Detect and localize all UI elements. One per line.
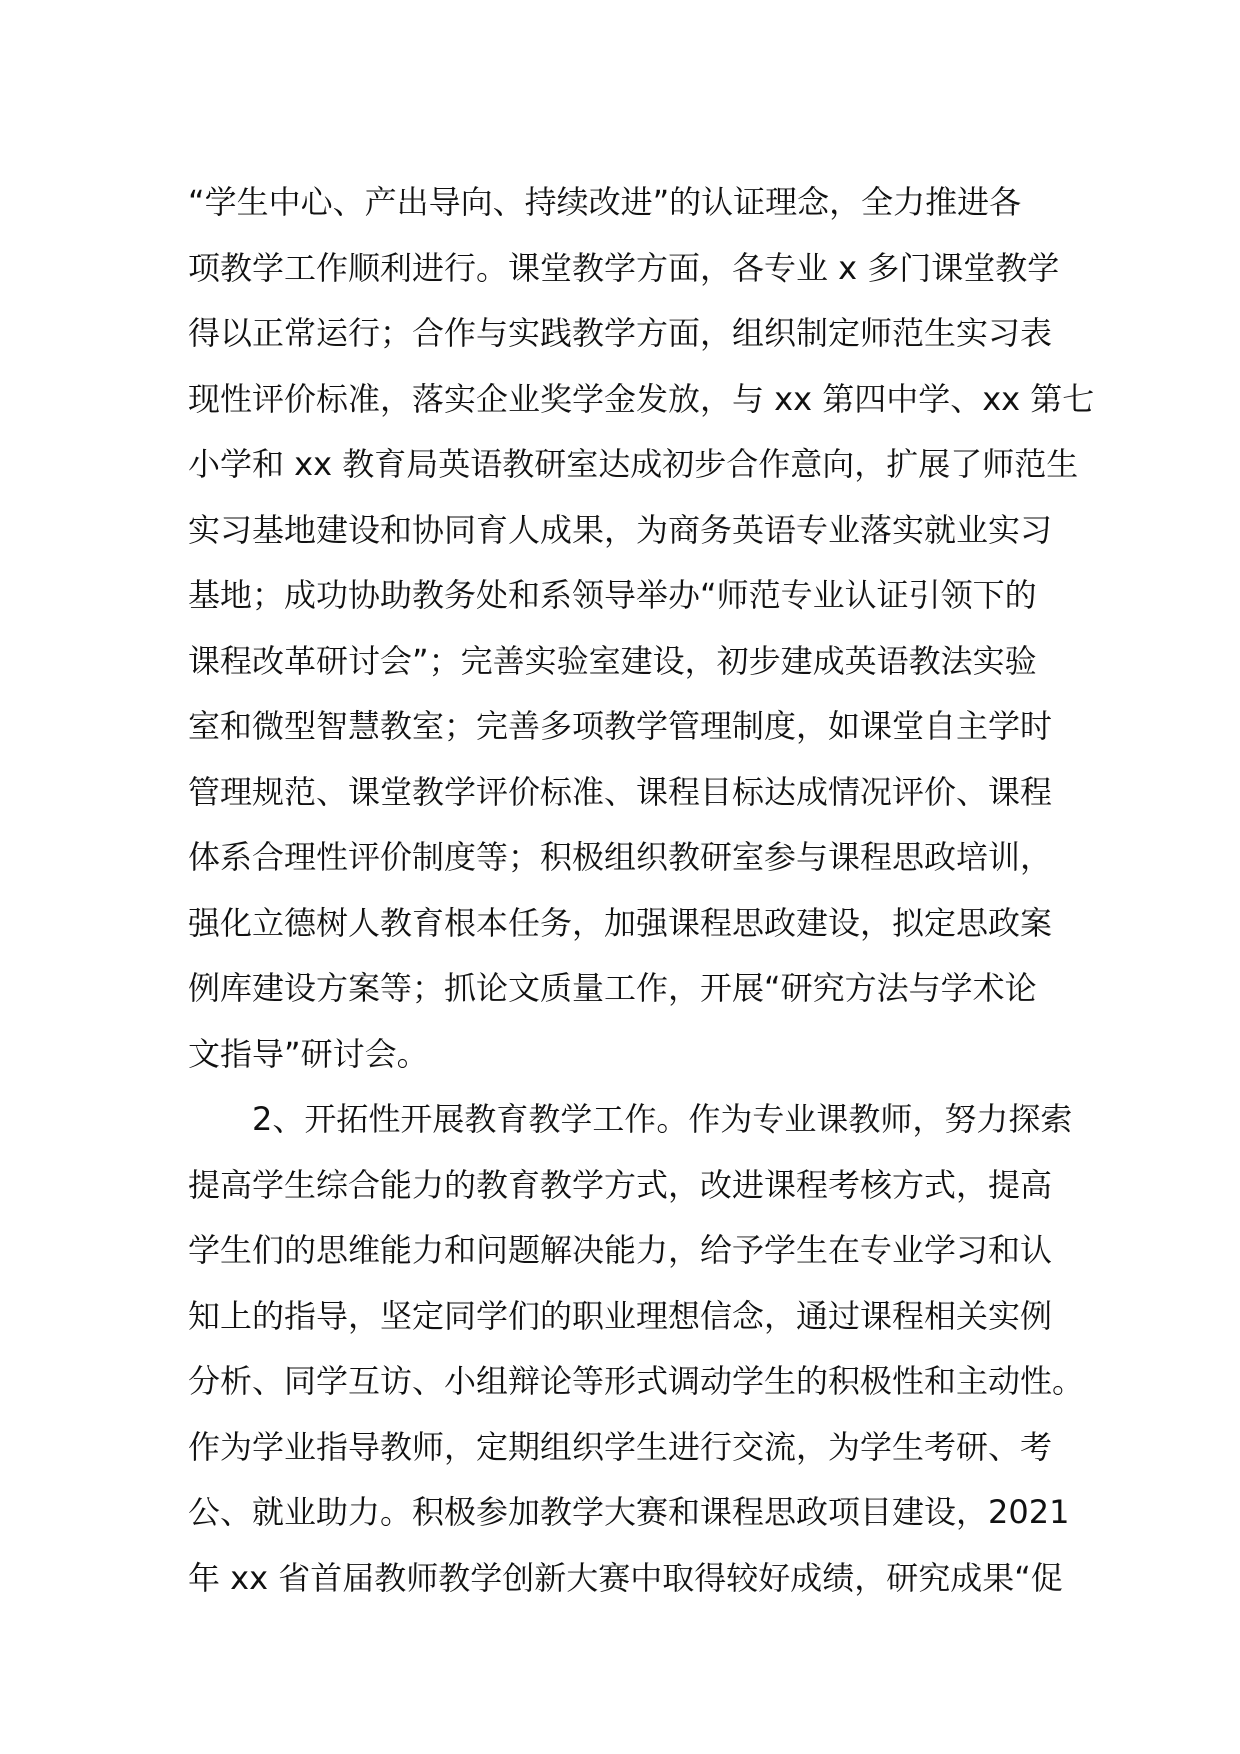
- paragraph-line: 文指导”研讨会。: [188, 1034, 429, 1073]
- paragraph-line: 年 xx 省首届教师教学创新大赛中取得较好成绩，研究成果“促: [188, 1558, 1063, 1597]
- paragraph-line: 体系合理性评价制度等；积极组织教研室参与课程思政培训，: [188, 838, 1053, 876]
- paragraph-line: 实习基地建设和协同育人成果，为商务英语专业落实就业实习: [188, 510, 1053, 549]
- document-body: [188, 170, 1095, 1611]
- paragraph-line: 现性评价标准，落实企业奖学金发放，与 xx 第四中学、xx 第七: [188, 379, 1095, 418]
- paragraph-line: 得以正常运行；合作与实践教学方面，组织制定师范生实习表: [188, 314, 1053, 352]
- paragraph-line: 小学和 xx 教育局英语教研室达成初步合作意向，扩展了师范生: [188, 445, 1079, 483]
- paragraph-line: 例库建设方案等；抓论文质量工作，开展“研究方法与学术论: [188, 969, 1037, 1007]
- paragraph-line: 公、就业助力。积极参加教学大赛和课程思政项目建设，2021: [188, 1493, 1070, 1531]
- paragraph-line: 2、开拓性开展教育教学工作。作为专业课教师，努力探索: [252, 1100, 1073, 1138]
- paragraph-2: [188, 1087, 1085, 1611]
- paragraph-line: 提高学生综合能力的教育教学方式，改进课程考核方式，提高: [188, 1165, 1053, 1204]
- paragraph-line: 管理规范、课堂教学评价标准、课程目标达成情况评价、课程: [188, 772, 1053, 811]
- paragraph-line: 学生们的思维能力和问题解决能力，给予学生在专业学习和认: [188, 1231, 1053, 1269]
- paragraph-line: 项教学工作顺利进行。课堂教学方面，各专业 x 多门课堂教学: [188, 248, 1060, 287]
- paragraph-line: 课程改革研讨会”；完善实验室建设，初步建成英语教法实验: [188, 641, 1037, 680]
- paragraph-line: 室和微型智慧教室；完善多项教学管理制度，如课堂自主学时: [188, 707, 1053, 745]
- paragraph-line: 基地；成功协助教务处和系领导举办“师范专业认证引领下的: [188, 576, 1037, 614]
- paragraph-1: [188, 170, 1095, 1087]
- paragraph-line: 知上的指导，坚定同学们的职业理想信念，通过课程相关实例: [188, 1296, 1053, 1335]
- paragraph-line: “学生中心、产出导向、持续改进”的认证理念，全力推进各: [188, 183, 1022, 221]
- paragraph-line: 作为学业指导教师，定期组织学生进行交流，为学生考研、考: [188, 1427, 1053, 1466]
- paragraph-line: 强化立德树人教育根本任务，加强课程思政建设，拟定思政案: [188, 903, 1053, 942]
- paragraph-line: 分析、同学互访、小组辩论等形式调动学生的积极性和主动性。: [188, 1362, 1085, 1400]
